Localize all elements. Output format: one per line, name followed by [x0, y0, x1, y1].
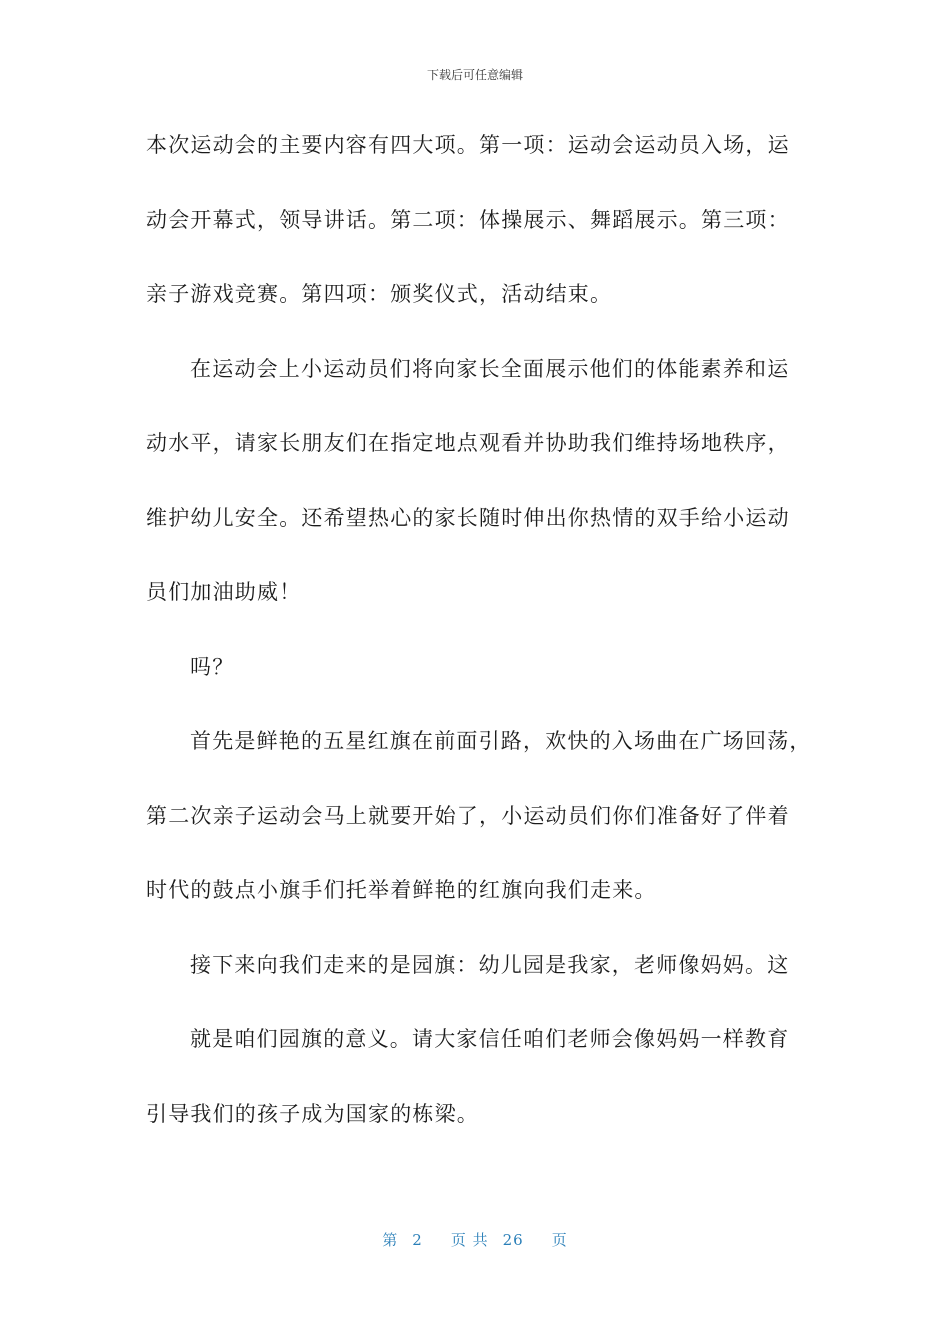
text-line: 第二次亲子运动会马上就要开始了，小运动员们你们准备好了伴着 — [146, 803, 790, 828]
text-line: 时代的鼓点小旗手们托举着鲜艳的红旗向我们走来。 — [146, 878, 657, 902]
page-prefix: 第 — [382, 1231, 399, 1249]
text-line: 维护幼儿安全。还希望热心的家长随时伸出你热情的双手给小运动 — [146, 505, 790, 530]
text-line: 引导我们的孩子成为国家的栋梁。 — [146, 1101, 479, 1126]
text-line: 员们加油助威！ — [146, 580, 302, 604]
paragraph-start-line: 吗？ — [190, 654, 235, 679]
text-line: 就是咱们园旗的意义。请大家信任咱们老师会像妈妈一样教育 — [190, 1027, 790, 1051]
text-line: 动会开幕式，领导讲话。第二项：体操展示、舞蹈展示。第三项： — [146, 207, 790, 232]
header-note: 下载后可任意编辑 — [426, 68, 523, 82]
paragraph-start-line: 在运动会上小运动员们将向家长全面展示他们的体能素养和运 — [190, 356, 790, 381]
text-line: 亲子游戏竞赛。第四项：颁奖仪式，活动结束。 — [146, 282, 613, 306]
text-line: 动水平，请家长朋友们在指定地点观看并协助我们维持场地秩序， — [146, 431, 790, 455]
page-number: 2 — [412, 1231, 423, 1249]
page-mid: 页 共 — [450, 1231, 489, 1249]
page-suffix: 页 — [551, 1231, 568, 1249]
paragraph-start-line: 首先是鲜艳的五星红旗在前面引路，欢快的入场曲在广场回荡， — [190, 729, 812, 753]
document-body — [146, 118, 812, 1161]
text-line: 本次运动会的主要内容有四大项。第一项：运动会运动员入场，运 — [146, 133, 790, 157]
total-pages: 26 — [502, 1231, 524, 1249]
page-footer — [0, 1229, 950, 1250]
paragraph-start-line: 接下来向我们走来的是园旗：幼儿园是我家，老师像妈妈。这 — [190, 952, 790, 977]
